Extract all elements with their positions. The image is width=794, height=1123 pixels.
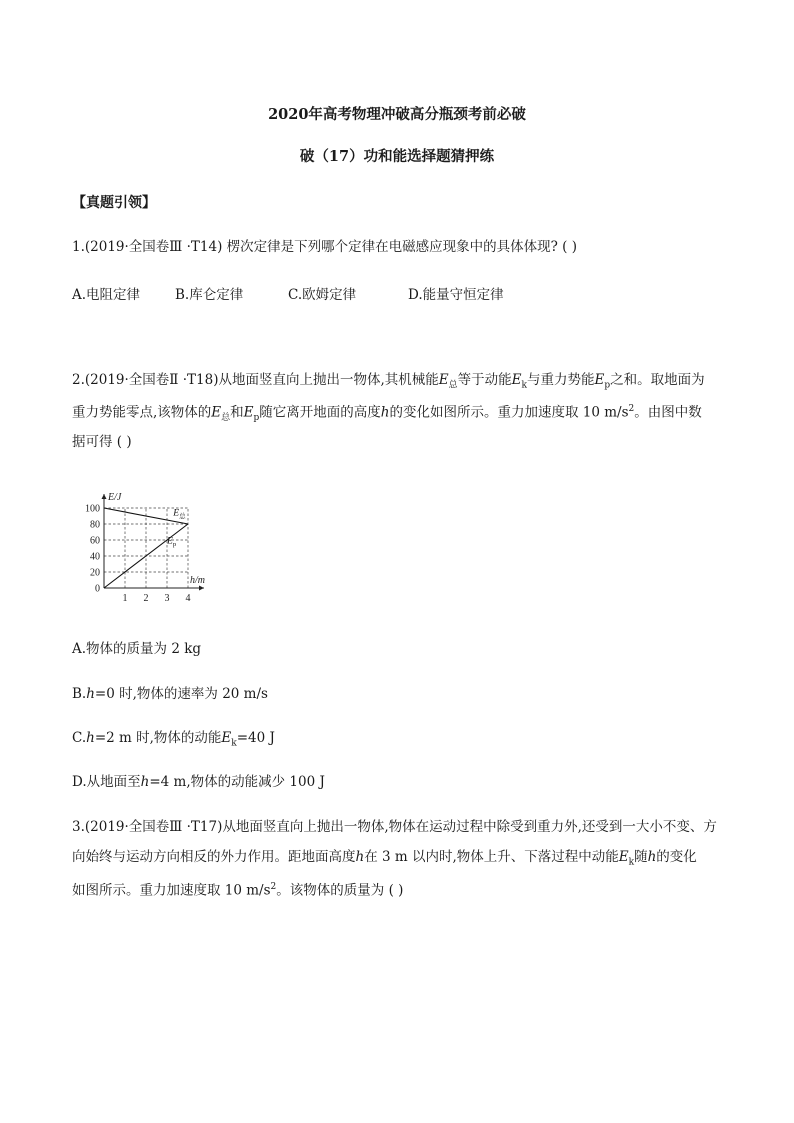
question-3-line-1: 3.(2019·全国卷Ⅲ ·T17)从地面竖直向上抛出一物体,物体在运动过程中除受到重力外,还受到一大小不变、方 xyxy=(72,819,717,835)
question-2-option-b: B.h=0 时,物体的速率为 20 m/s xyxy=(72,686,268,702)
y-tick-label: 100 xyxy=(85,503,100,515)
section-heading: 【真题引领】 xyxy=(72,195,156,211)
x-tick-label: 3 xyxy=(164,593,170,604)
question-1-stem: 1.(2019·全国卷Ⅲ ·T14) 楞次定律是下列哪个定律在电磁感应现象中的具体体现? ( ) xyxy=(72,239,577,255)
document-subtitle: 破（17）功和能选择题猜押练 xyxy=(299,148,495,165)
question-3-line-2: 向始终与运动方向相反的外力作用。距地面高度h在 3 m 以内时,物体上升、下落过程中动能$E_k$随h的变化 xyxy=(72,849,697,868)
question-2-option-c: C.h=2 m 时,物体的动能$E_k=40$ J xyxy=(72,730,275,749)
question-2-line-3: 据可得 ( ) xyxy=(72,434,132,450)
question-2-option-a: A.物体的质量为 2 kg xyxy=(72,641,202,657)
question-1-option-a: A.电阻定律 xyxy=(72,287,141,303)
question-2-line-2: 重力势能零点,该物体的$E_总$和$E_p$随它离开地面的高度h的变化如图所示。重力加速度取 10 $m/s^2$。由图中数 xyxy=(72,404,702,424)
x-tick-label: 1 xyxy=(122,593,128,604)
question-1-option-c: C.欧姆定律 xyxy=(288,287,357,303)
y-axis-label: E/J xyxy=(108,492,122,503)
question-1-option-b: B.库仑定律 xyxy=(175,287,244,303)
question-1-option-d: D.能量守恒定律 xyxy=(408,287,504,303)
energy-height-chart xyxy=(70,476,230,608)
x-tick-label: 4 xyxy=(185,593,191,604)
document-title: 2020年高考物理冲破高分瓶颈考前必破 xyxy=(268,106,526,123)
series-label-total-energy: $E_总$ xyxy=(173,508,186,521)
origin-label: 0 xyxy=(95,583,100,595)
question-3-line-3: 如图所示。重力加速度取 10 $m/s^2$。该物体的质量为 ( ) xyxy=(72,882,404,899)
x-axis-label: h/m xyxy=(190,575,205,586)
question-2-option-d: D.从地面至h=4 m,物体的动能减少 100 J xyxy=(72,774,325,790)
y-tick-label: 60 xyxy=(90,535,100,547)
y-axis-arrow xyxy=(102,494,107,499)
y-tick-label: 20 xyxy=(90,567,100,579)
y-tick-label: 80 xyxy=(90,519,100,531)
x-axis-arrow xyxy=(199,586,204,591)
question-2-line-1: 2.(2019·全国卷Ⅱ ·T18)从地面竖直向上抛出一物体,其机械能$E_总$等于动能$E_k$与重力势能$E_p$之和。取地面为 xyxy=(72,372,705,391)
x-tick-label: 2 xyxy=(143,593,149,604)
series-label-potential-energy: $E_p$ xyxy=(167,536,177,549)
y-tick-label: 40 xyxy=(90,551,100,563)
